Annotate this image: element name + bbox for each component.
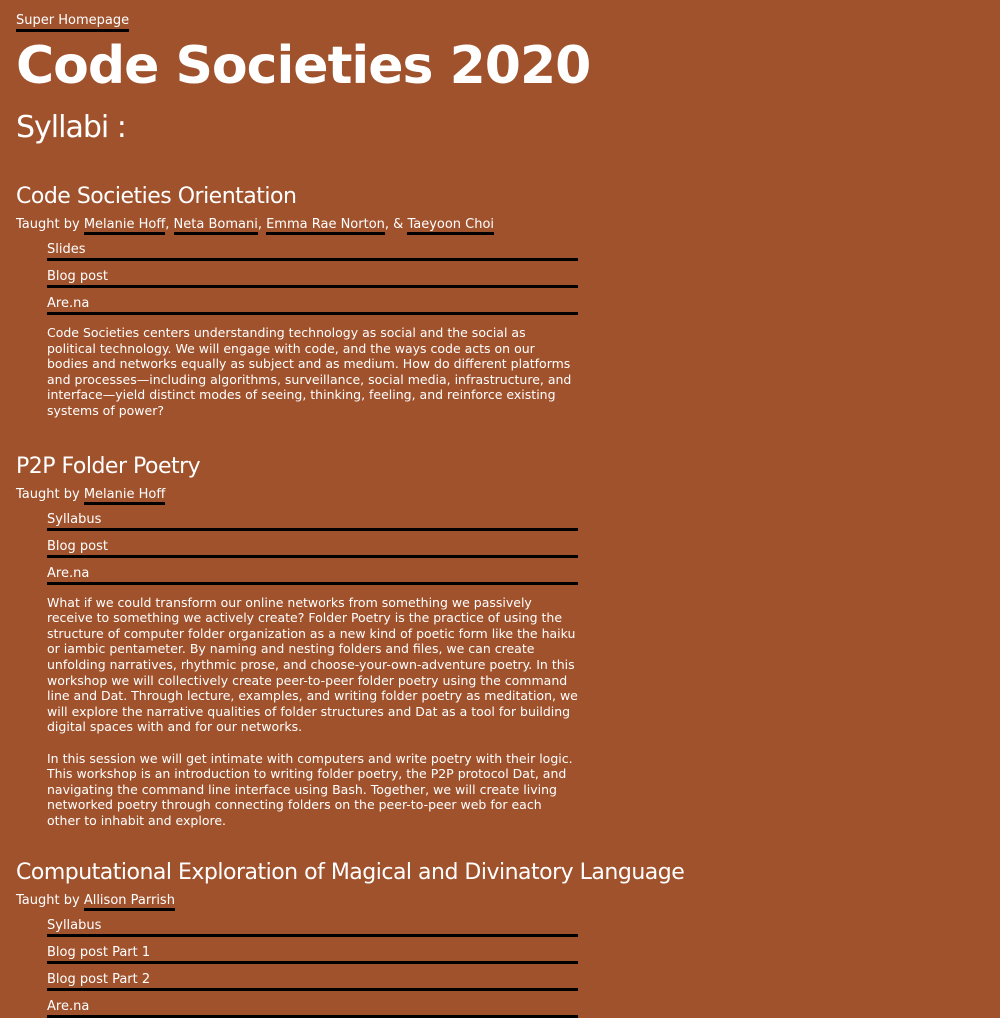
- course-title: Code Societies Orientation: [16, 184, 297, 209]
- instructor-link[interactable]: Taeyoon Choi: [407, 217, 494, 235]
- arena-link[interactable]: Are.na: [47, 993, 578, 1018]
- taught-by: [16, 486, 984, 504]
- separator: , &: [384, 217, 408, 232]
- course-code-societies-orientation: [16, 184, 984, 419]
- arena-link[interactable]: Are.na: [47, 290, 578, 315]
- section-heading: Syllabi :: [16, 110, 126, 145]
- blog-post-part-1-link[interactable]: Blog post Part 1: [47, 939, 578, 964]
- taught-by: [16, 216, 984, 234]
- taught-by-label: Taught by: [16, 217, 80, 232]
- description-paragraph: Code Societies centers understanding technology as social and the social as political technology. We will engage with code, and the ways code acts on our bodies and networks equally as subject and as medium. How do different platforms and processes—including algorithms, surveillance, social media, infrastructure, and interface—yield distinct modes of seeing, thinking, feeling, and reinforce existing systems of power?: [47, 325, 572, 418]
- arena-link[interactable]: Are.na: [47, 560, 578, 585]
- course-description: [47, 325, 578, 419]
- course-description: [47, 595, 578, 829]
- course-p2p-folder-poetry: [16, 454, 984, 829]
- page-title: Code Societies 2020: [16, 36, 591, 96]
- description-paragraph: In this session we will get intimate with computers and write poetry with their logic. This workshop is an introduction to writing folder poetry, the P2P protocol Dat, and navigating the command line interface using Bash. Together, we will create living networked poetry through connecting folders on the peer-to-peer web for each other to inhabit and explore.: [47, 750, 573, 828]
- course-body: [47, 236, 578, 419]
- instructor-link[interactable]: Neta Bomani: [174, 217, 258, 235]
- description-paragraph: What if we could transform our online networks from something we passively receive to something we actively create? Folder Poetry is the practice of using the structure of computer folder organization as a new kind of poetic form like the haiku or iambic pentameter. By naming and nesting folders and files, we can create unfolding narratives, rhythmic prose, and choose-your-own-adventure poetry. In this workshop we will collectively create peer-to-peer folder poetry using the command line and Dat. Through lecture, examples, and writing folder poetry as meditation, we will explore the narrative qualities of folder structures and Dat as a tool for building digital spaces with and for our networks.: [47, 594, 578, 735]
- separator: ,: [165, 217, 174, 232]
- instructor-link[interactable]: Allison Parrish: [84, 893, 175, 911]
- instructor-link[interactable]: Emma Rae Norton: [266, 217, 385, 235]
- course-title: Computational Exploration of Magical and Divinatory Language: [16, 860, 685, 886]
- blog-post-part-2-link[interactable]: Blog post Part 2: [47, 966, 578, 991]
- slides-link[interactable]: Slides: [47, 236, 578, 261]
- instructor-link[interactable]: Melanie Hoff: [84, 217, 165, 235]
- syllabus-link[interactable]: Syllabus: [47, 506, 578, 531]
- separator: ,: [257, 217, 267, 232]
- taught-by: [16, 892, 984, 910]
- taught-by-label: Taught by: [16, 486, 80, 502]
- super-homepage-link[interactable]: Super Homepage: [16, 13, 129, 32]
- instructor-link[interactable]: Melanie Hoff: [84, 487, 165, 505]
- syllabus-link[interactable]: Syllabus: [47, 912, 578, 937]
- course-title: P2P Folder Poetry: [16, 453, 201, 479]
- course-magical-divinatory-language: [16, 860, 984, 1018]
- taught-by-label: Taught by: [16, 893, 80, 909]
- blog-post-link[interactable]: Blog post: [47, 533, 578, 558]
- course-body: [47, 506, 578, 829]
- blog-post-link[interactable]: Blog post: [47, 263, 578, 288]
- course-body: [47, 912, 578, 1018]
